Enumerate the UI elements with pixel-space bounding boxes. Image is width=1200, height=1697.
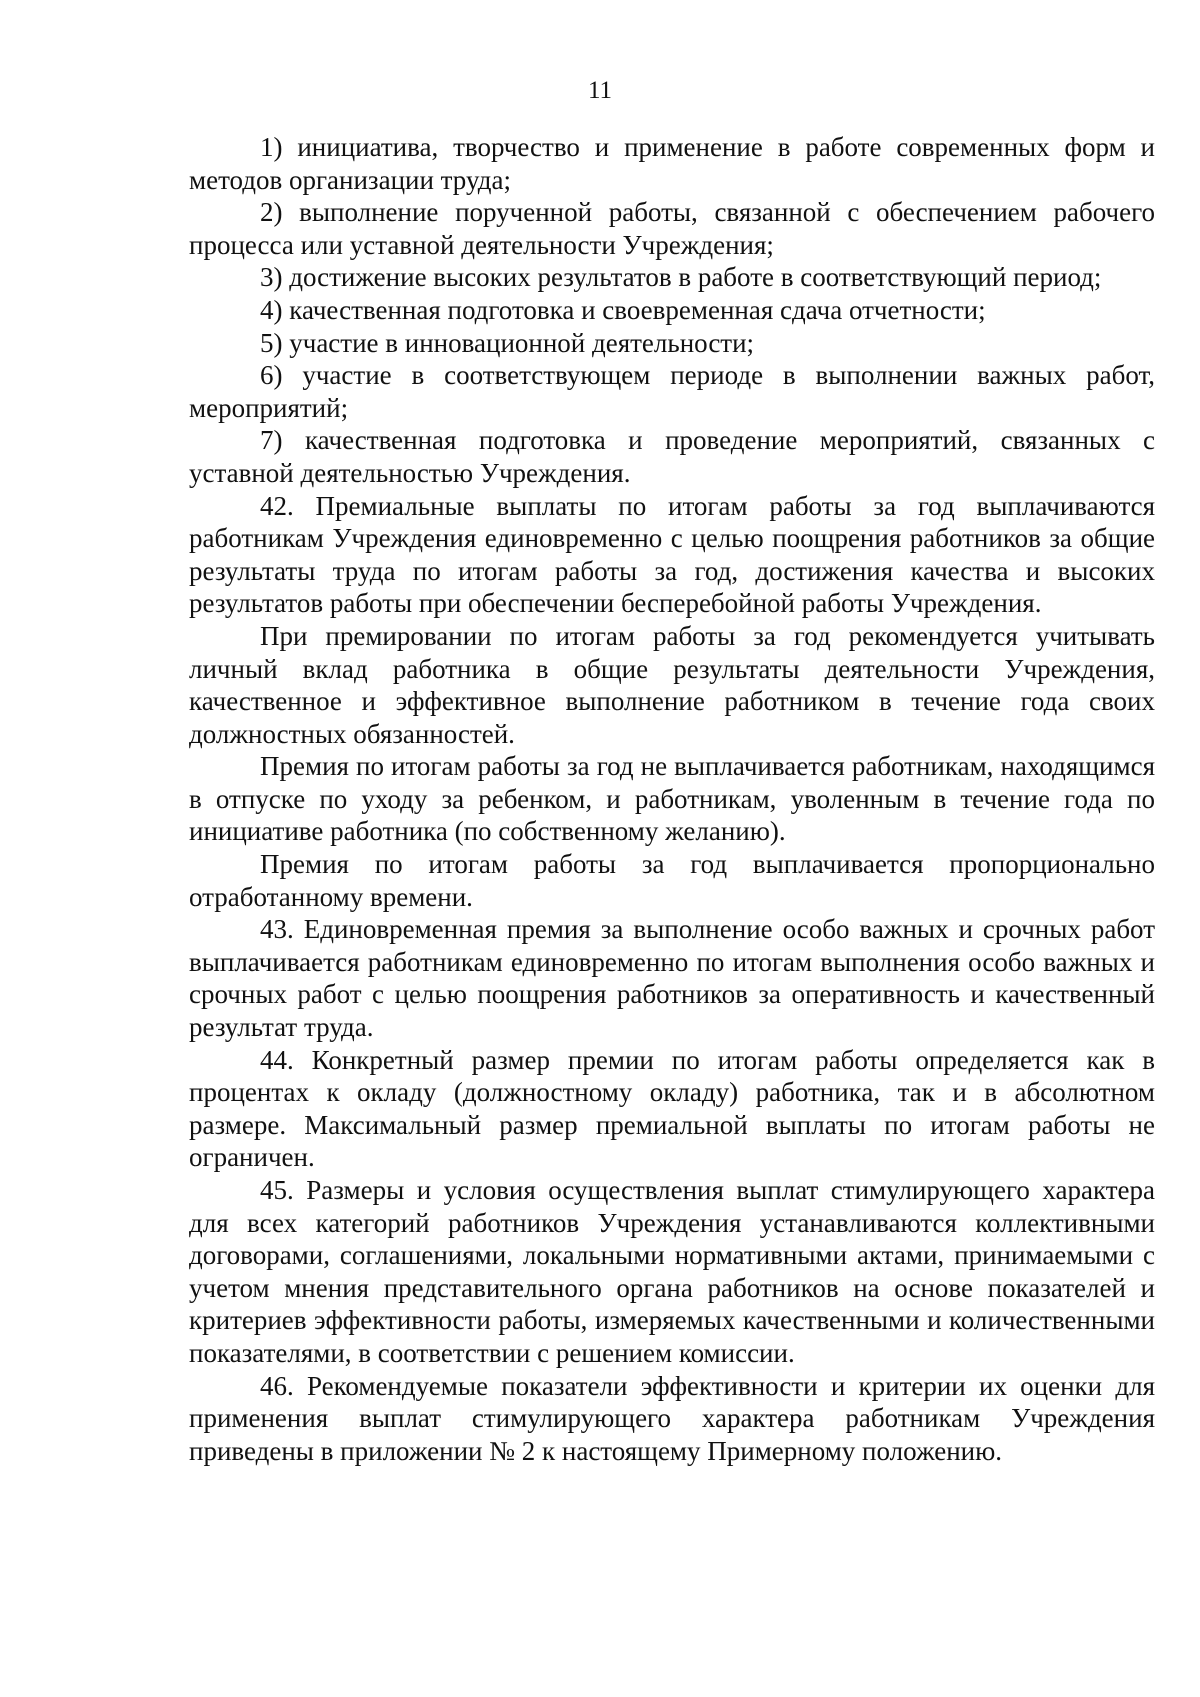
paragraph-criterion-1: 1) инициатива, творчество и применение в работе современных форм и методов организации труда;: [189, 132, 1155, 195]
paragraph-criterion-3: 3) достижение высоких результатов в работе в соответствующий период;: [260, 262, 1102, 293]
paragraph-section-42: 42. Премиальные выплаты по итогам работы за год выплачиваются работникам Учреждения единовременно с целью поощрения работников за общие результаты труда по итогам работы за год, достижения качества и высоких результатов работы при обеспечении бесперебойной работы Учреждения.: [189, 490, 1155, 619]
document-body: [189, 131, 1155, 1467]
paragraph-criterion-7: 7) качественная подготовка и проведение мероприятий, связанных с уставной деятельностью Учреждения.: [189, 425, 1155, 488]
paragraph-section-45: 45. Размеры и условия осуществления выплат стимулирующего характера для всех категорий работников Учреждения устанавливаются коллективными договорами, соглашениями, локальными нормативными актами, принимаемыми с учетом мнения представительного органа работников на основе показателей и критериев эффективности работы, измеряемых качественными и количественными показателями, в соответствии с решением комиссии.: [189, 1175, 1155, 1368]
paragraph-annual-bonus-exclusions: Премия по итогам работы за год не выплачивается работникам, находящимся в отпуске по уходу за ребенком, и работникам, уволенным в течение года по инициативе работника (по собственному желанию).: [189, 751, 1155, 847]
paragraph-annual-bonus-considerations: При премировании по итогам работы за год рекомендуется учитывать личный вклад работника в общие результаты деятельности Учреждения, качественное и эффективное выполнение работником в течение года своих должностных обязанностей.: [189, 620, 1155, 749]
page-number: 11: [587, 77, 613, 104]
paragraph-annual-bonus-proportional: Премия по итогам работы за год выплачивается пропорционально отработанному времени.: [189, 849, 1155, 912]
paragraph-criterion-6: 6) участие в соответствующем периоде в выполнении важных работ, мероприятий;: [189, 360, 1155, 423]
paragraph-criterion-5: 5) участие в инновационной деятельности;: [260, 327, 755, 358]
paragraph-section-46: 46. Рекомендуемые показатели эффективности и критерии их оценки для применения выплат стимулирующего характера работникам Учреждения приведены в приложении № 2 к настоящему Примерному положению.: [189, 1370, 1155, 1466]
paragraph-criterion-2: 2) выполнение порученной работы, связанной с обеспечением рабочего процесса или уставной деятельности Учреждения;: [189, 197, 1155, 260]
paragraph-criterion-4: 4) качественная подготовка и своевременная сдача отчетности;: [260, 294, 986, 325]
paragraph-section-44: 44. Конкретный размер премии по итогам работы определяется как в процентах к окладу (должностному окладу) работника, так и в абсолютном размере. Максимальный размер премиальной выплаты по итогам работы не ограничен.: [189, 1044, 1155, 1173]
paragraph-section-43: 43. Единовременная премия за выполнение особо важных и срочных работ выплачивается работникам единовременно по итогам выполнения особо важных и срочных работ с целью поощрения работников за оперативность и качественный результат труда.: [189, 914, 1155, 1043]
